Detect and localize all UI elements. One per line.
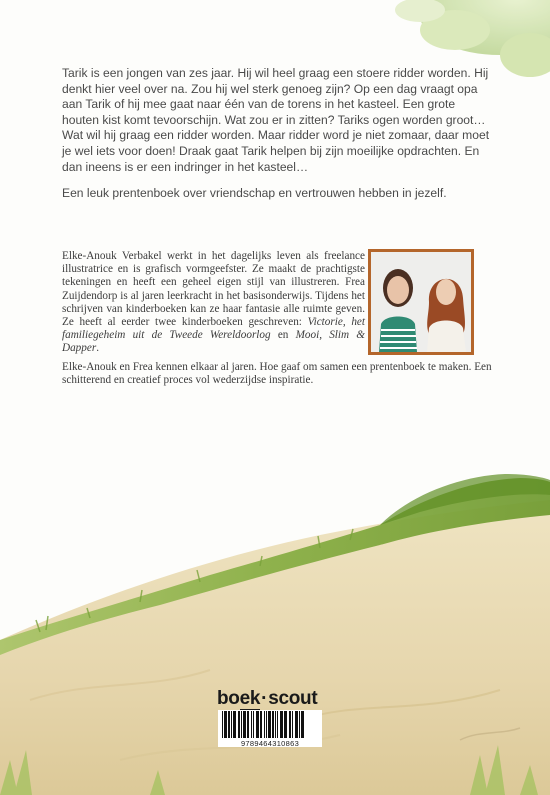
barcode-bar [243, 711, 246, 738]
barcode-bar [284, 711, 287, 738]
barcode-bar [251, 711, 252, 738]
barcode-bar [272, 711, 274, 738]
barcode-bar [266, 711, 267, 738]
barcode-bar [228, 711, 230, 738]
barcode-bar [247, 711, 249, 738]
barcode-bar [295, 711, 298, 738]
sand-hill [0, 500, 550, 795]
isbn-number: 9789464310863 [240, 739, 300, 748]
back-cover-blurb [62, 66, 492, 175]
barcode-bar [289, 711, 291, 738]
collaboration-text: Elke-Anouk en Frea kennen elkaar al jaren. Hoe gaaf om samen een prentenboek te maken. Een schitterend en creatief proces vol wederzijdse inspiratie. [62, 361, 492, 387]
barcode-bar [301, 711, 304, 738]
barcode-bar [268, 711, 271, 738]
barcode-bar [231, 711, 232, 738]
barcode-bar [280, 711, 283, 738]
barcode-bar [264, 711, 265, 738]
barcode-bar [277, 711, 278, 738]
barcode-bar [275, 711, 276, 738]
barcode-bar [241, 711, 242, 738]
book-title-mooi-slim-dapper: Mooi, Slim & Dapper [62, 329, 365, 355]
barcode-bar [292, 711, 293, 738]
tagline: Een leuk prentenboek over vriendschap en vertrouwen hebben in jezelf. [62, 186, 447, 200]
barcode-bar [253, 711, 254, 738]
author-right [427, 279, 466, 352]
barcode-bar [299, 711, 300, 738]
barcode-bar [238, 711, 240, 738]
book-title-victorie: Victorie, het familiegeheim uit de Tweede Wereldoorlog [62, 316, 365, 342]
barcode-bar [222, 711, 223, 738]
author-bio [62, 250, 365, 356]
barcode-bar [256, 711, 259, 738]
author-photo [368, 249, 474, 355]
bio-text: Elke-Anouk Verbakel werkt in het dagelijks leven als freelance illustratrice en is grafisch vormgeefster. Ze maakt de prachtigste tekeningen en heeft een geheel eigen stijl van illustreren. Frea Zuijdendorp is al jaren leerkracht in het basisonderwijs. Tijdens het schrijven van kinderboeken kan ze haar fantasie alle ruimte geven. Ze heeft al eerder twee kinderboeken geschreven: [62, 250, 365, 329]
barcode-bar [260, 711, 262, 738]
barcode-bar [224, 711, 227, 738]
barcode-bar [233, 711, 236, 738]
publisher-logo: boek·scout [217, 688, 318, 709]
blurb-paragraph: Tarik is een jongen van zes jaar. Hij wil heel graag een stoere ridder worden. Hij denkt hier veel over na. Zou hij wel sterk genoeg zijn? Op een dag vraagt opa aan Tarik of hij mee gaat naar één van de torens in het kasteel. Een grote houten kist komt tevoorschijn. Wat zou er in zitten? Tariks ogen worden groot… Wat wil hij graag een ridder worden. Maar ridder word je niet zomaar, daar moet je wel iets voor doen! Draak gaat Tarik helpen bij zijn moeilijke opdrachten. En dan ineens is er een indringer in het kasteel… [62, 66, 490, 174]
bio-connector: en [270, 329, 296, 342]
bio-end: . [96, 342, 99, 355]
